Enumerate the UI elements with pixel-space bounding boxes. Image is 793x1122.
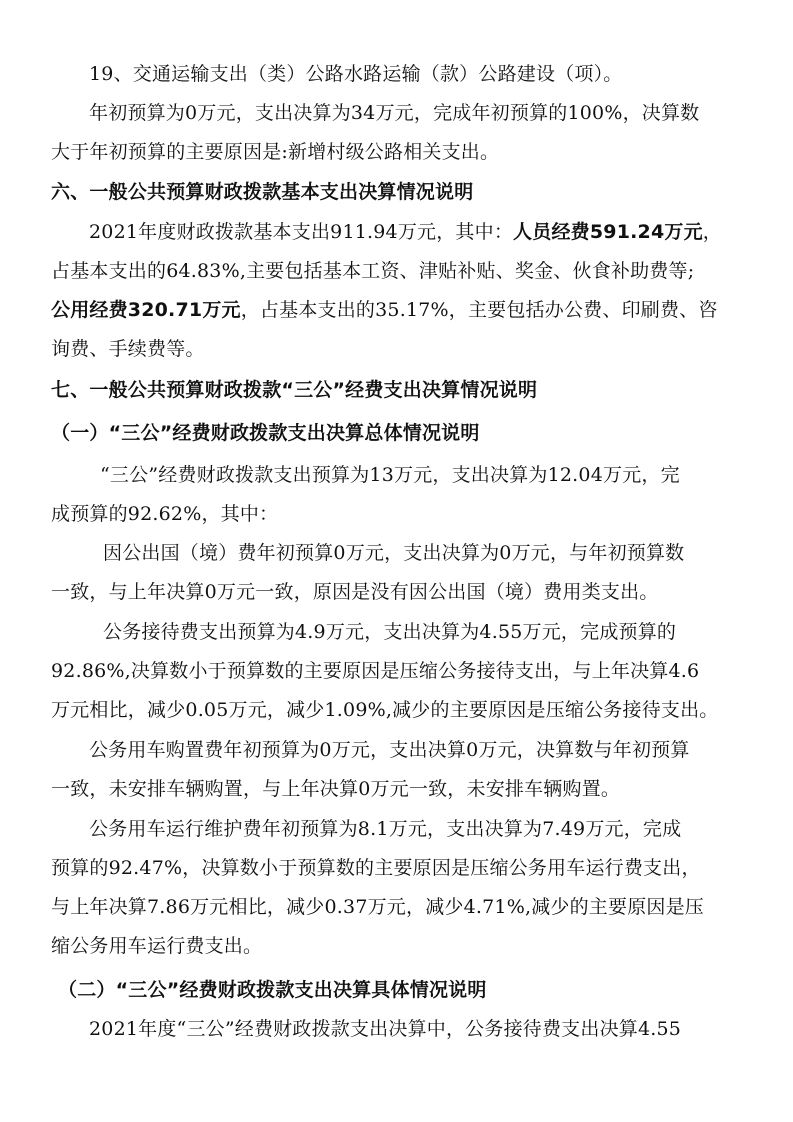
public-expense-highlight: 公用经费320.71万元 (51, 299, 241, 321)
three-public-summary-line-2: 成预算的92.62%，其中： (51, 503, 279, 525)
vehicle-maintenance-line-4: 缩公务用车运行费支出。 (51, 935, 263, 957)
section-7-heading: 七、一般公共预算财政拨款“三公”经费支出决算情况说明 (51, 379, 538, 401)
comma-text: ， (702, 221, 722, 243)
personnel-expense-highlight: 人员经费591.24万元 (513, 221, 703, 243)
section-6-heading: 六、一般公共预算财政拨款基本支出决算情况说明 (51, 181, 474, 203)
overseas-trip-line-2: 一致，与上年决算0万元一致，原因是没有因公出国（境）费用类支出。 (51, 581, 659, 603)
vehicle-maintenance-line-3: 与上年决算7.86万元相比，减少0.37万元，减少4.71%,减少的主要原因是压 (51, 896, 705, 918)
reception-expense-line-3: 万元相比，减少0.05万元，减少1.09%,减少的主要原因是压缩公务接待支出。 (51, 699, 719, 721)
overseas-trip-line-1: 因公出国（境）费年初预算0万元，支出决算为0万元，与年初预算数 (103, 542, 685, 564)
section-6-text-line-2: 占基本支出的64.83%,主要包括基本工资、津贴补贴、奖金、伙食补助费等; (51, 260, 695, 282)
vehicle-purchase-line-1: 公务用车购置费年初预算为0万元，支出决算0万元，决算数与年初预算 (89, 739, 690, 761)
basic-expense-total-text: 2021年度财政拨款基本支出911.94万元，其中： (89, 221, 514, 243)
three-public-summary-line-1: “三公”经费财政拨款支出预算为13万元，支出决算为12.04万元，完 (100, 464, 680, 486)
section-6-text-line-1 (0, 218, 793, 246)
item-19-text-line-1: 年初预算为0万元，支出决算为34万元，完成年初预算的100%，决算数 (89, 102, 700, 124)
section-7-subheading-2: （二）“三公”经费财政拨款支出决算具体情况说明 (58, 979, 487, 1001)
reception-expense-line-2: 92.86%,决算数小于预算数的主要原因是压缩公务接待支出，与上年决算4.6 (51, 660, 700, 682)
reception-expense-line-1: 公务接待费支出预算为4.9万元，支出决算为4.55万元，完成预算的 (103, 621, 677, 643)
vehicle-maintenance-line-1: 公务用车运行维护费年初预算为8.1万元，支出决算为7.49万元，完成 (89, 818, 682, 840)
section-6-text-line-3 (0, 296, 793, 324)
item-19-text-line-2: 大于年初预算的主要原因是:新增村级公路相关支出。 (51, 141, 500, 163)
vehicle-maintenance-line-2: 预算的92.47%，决算数小于预算数的主要原因是压缩公务用车运行费支出， (51, 857, 701, 879)
vehicle-purchase-line-2: 一致，未安排车辆购置，与上年决算0万元一致，未安排车辆购置。 (51, 778, 621, 800)
detailed-explanation-line-1: 2021年度“三公”经费财政拨款支出决算中，公务接待费支出决算4.55 (89, 1018, 682, 1040)
item-19-heading: 19、交通运输支出（类）公路水路运输（款）公路建设（项）。 (89, 63, 623, 85)
public-expense-detail-text: ，占基本支出的35.17%，主要包括办公费、印刷费、咨 (240, 299, 718, 321)
section-6-text-line-4: 询费、手续费等。 (51, 338, 205, 360)
section-7-subheading-1: （一）“三公”经费财政拨款支出决算总体情况说明 (51, 422, 480, 444)
